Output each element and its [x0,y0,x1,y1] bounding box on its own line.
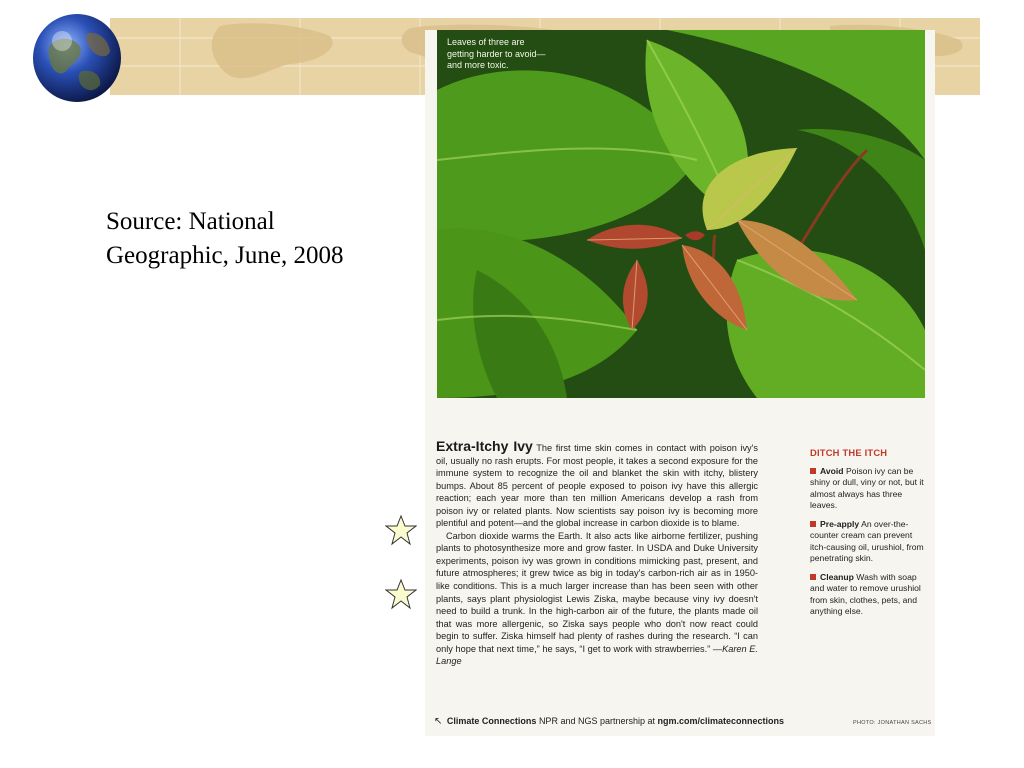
source-note [106,205,406,273]
sidebar-item-text: An over-the-counter cream can prevent itch-causing oil, urushiol, from penetrating skin. [810,518,924,563]
sidebar-item-cleanup [810,572,930,618]
poison-ivy-photo [437,30,925,398]
source-line-1: Source: National [106,208,275,235]
sidebar-title: DITCH THE ITCH [810,447,888,458]
footer-text: NPR and NGS partnership at [538,716,655,726]
photo-caption: Leaves of three are getting harder to avoid—and more toxic. [447,37,546,70]
article-byline: —Karen E. Lange [436,643,758,667]
globe-icon [32,13,122,103]
sidebar-item-term: Pre-apply [820,518,860,529]
sidebar-item-term: Cleanup [820,571,854,582]
article-headline: Extra-Itchy Ivy [436,438,533,454]
photo-credit: PHOTO: JONATHAN SACHS [853,720,932,726]
sidebar-item-pre-apply [810,519,930,565]
red-square-bullet-icon [810,574,816,580]
source-line-2: Geographic, June, 2008 [106,242,344,269]
sidebar-item-text: Wash with soap and water to remove urushiol from skin, clothes, pets, and anything else. [810,571,921,616]
sidebar-item-term: Avoid [820,465,844,476]
paragraph-1-text: The first time skin comes in contact with poison ivy's oil, usually no rash erupts. For most people, it takes a second exposure for the immune system to recognize the oil and blanket the skin with itchy, blistery bumps. About 85 percent of people exposed to poison ivy have this allergic reaction; each year more than ten million Americans develop a rash from poison ivy or related plants. Now scientists say poison ivy is becoming more plentiful and potent—and the global increase in carbon dioxide is to blame. [436,443,758,529]
star-icon [385,578,417,610]
star-icon [385,514,417,546]
cursor-arrow-icon: ↖ [434,716,443,727]
red-square-bullet-icon [810,521,816,527]
ditch-the-itch-sidebar [810,447,930,625]
red-square-bullet-icon [810,468,816,474]
footer-label: Climate Connections [446,716,537,726]
sidebar-item-avoid [810,466,930,512]
magazine-scan [425,30,935,736]
article-paragraph-1 [436,440,758,530]
article-body [436,440,758,668]
sidebar-item-text: Poison ivy can be shiny or dull, viny or not, but it almost always has three leaves. [810,465,924,510]
paragraph-2-text: Carbon dioxide warms the Earth. It also acts like airborne fertilizer, pushing plants to photosynthesize more and grow faster. In USDA and Duke University experiments, poison ivy was grown in conditions mimicking past, present, and future atmospheres; it grew twice as big in today's carbon-rich air as in 1950-like conditions. This is a much larger increase than has been seen with other plants, says plant physiologist Lewis Ziska, maybe because viny ivy doesn't need to build a trunk. In the high-carbon air of the future, the plants made oil that was more allergenic, so Ziska says people who don't now react could begin to suffer. Ziska himself had plenty of rashes during the research. “I can only hope that next time,” he says, “I get to work with strawberries.” [436,530,758,654]
article-paragraph-2 [436,530,758,668]
footer-url[interactable]: ngm.com/climateconnections [657,716,785,726]
